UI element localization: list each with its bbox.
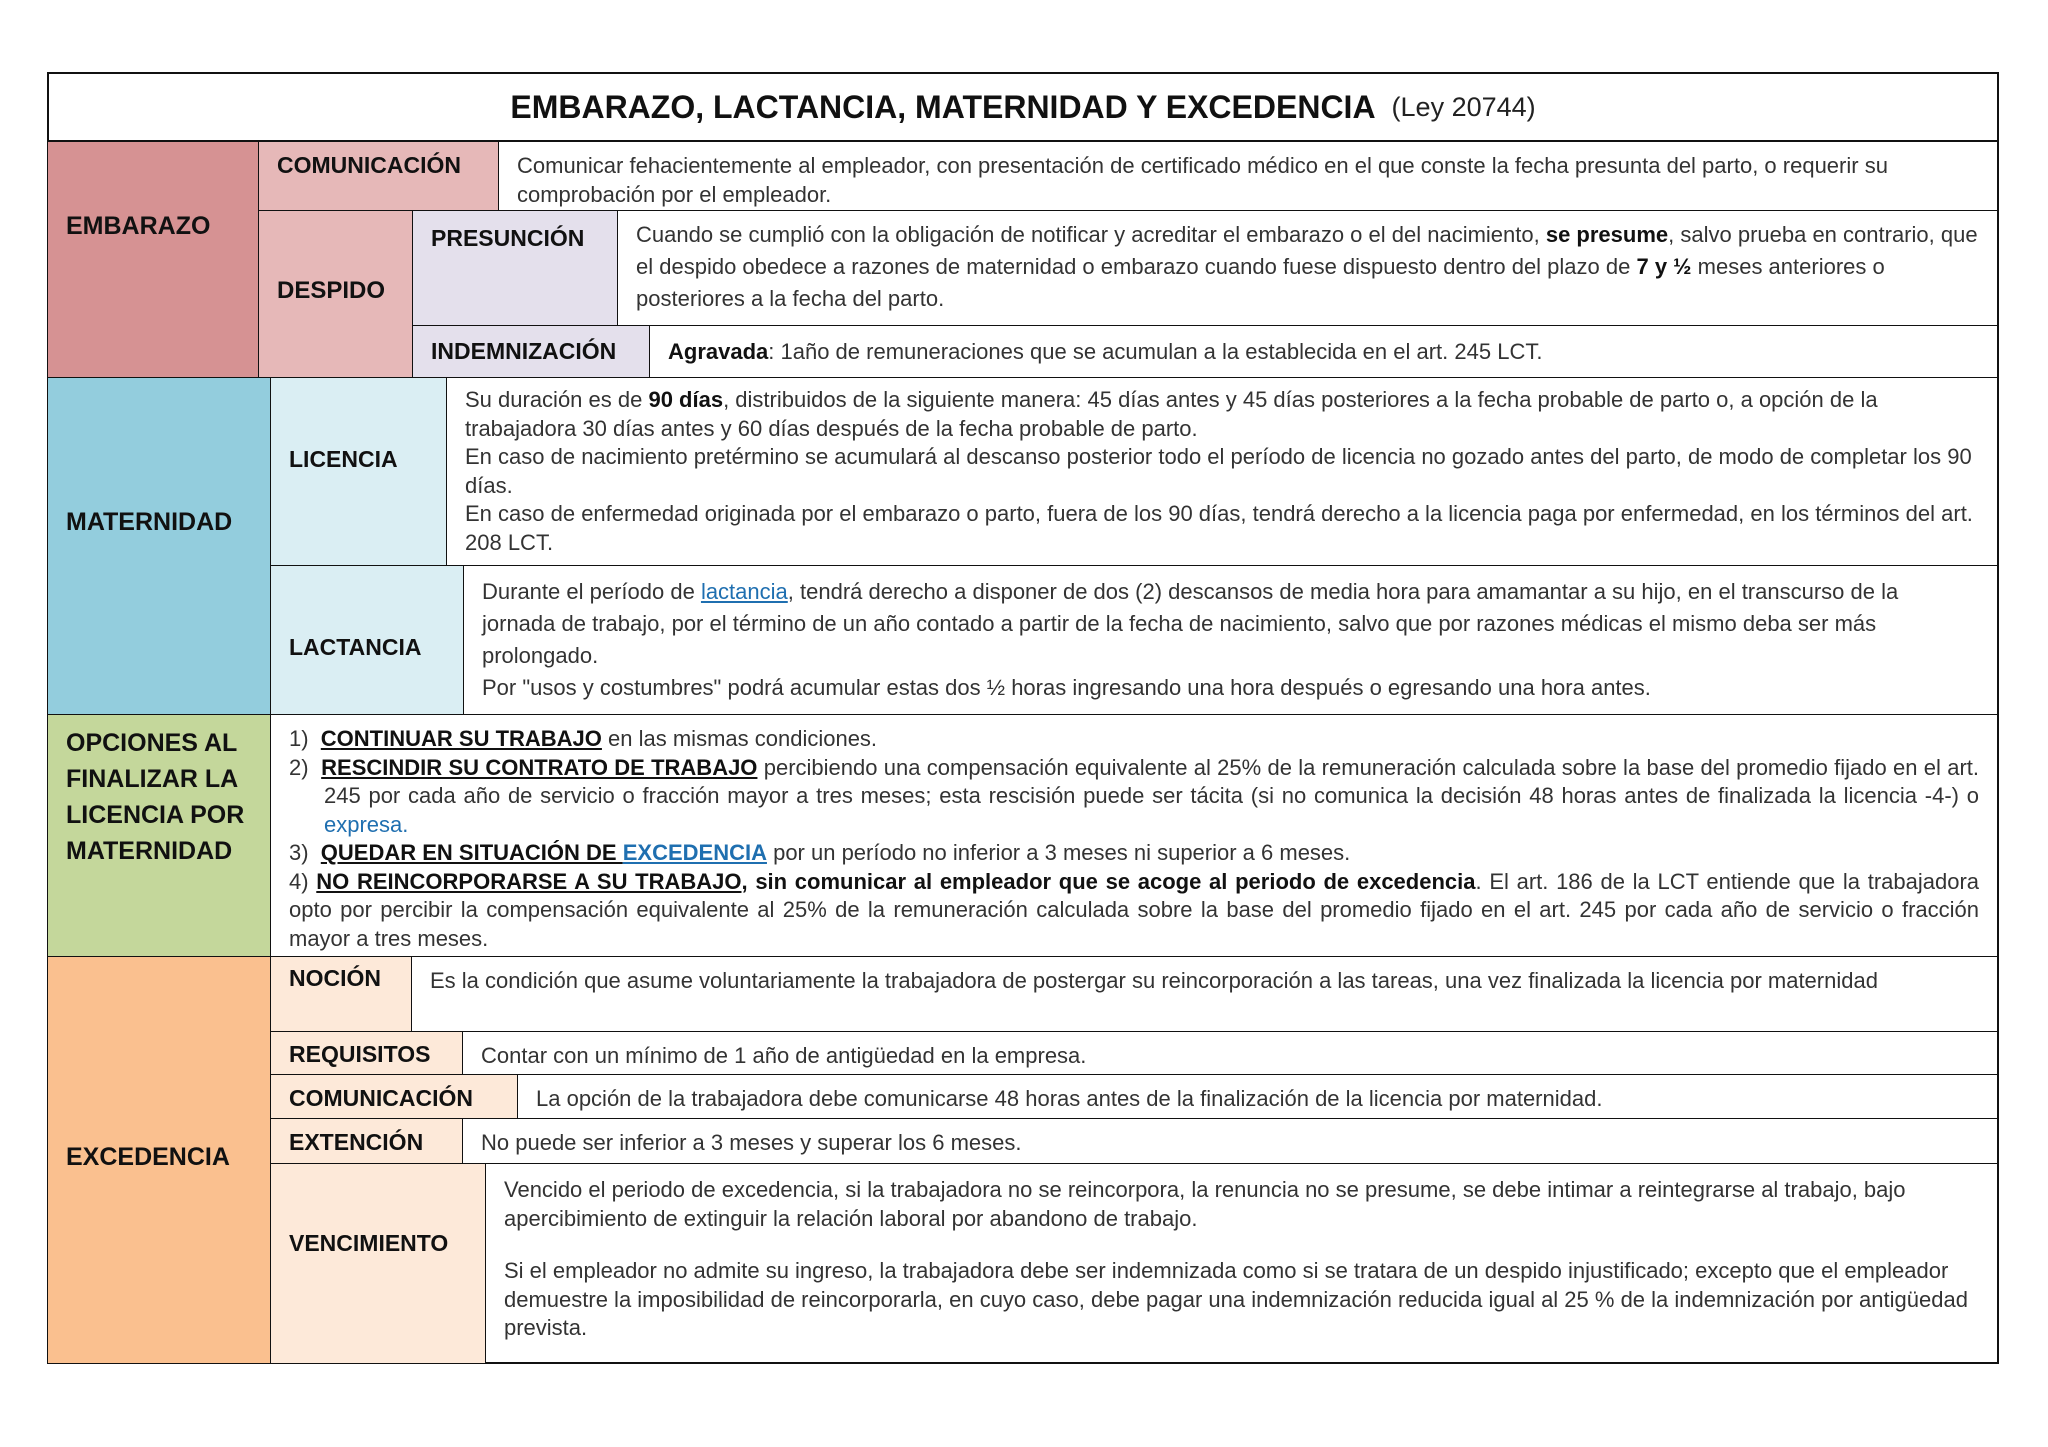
licencia-p1 [465,386,1980,443]
embarazo-comunicacion-text-cell [498,141,1999,211]
opcion-item-4 [289,868,1979,954]
indemnizacion-text [668,338,1542,367]
vencimiento-label: VENCIMIENTO [289,1230,449,1256]
presuncion-t2: , salvo prueba en contrario, que el despido obedece a razones de maternidad o embarazo cuando fuese dispuesto dentro del plazo de [636,222,1978,279]
opcion-2-end: . [402,811,409,837]
requisitos-text-cell [462,1031,1999,1075]
excedencia-label: EXCEDENCIA [66,1143,230,1171]
opcion-2-text: percibiendo una compensación equivalente al 25% de la remuneración calculada sobre la base del promedio fijado en el art. 245 por cada año de servicio o fracción mayor a tres meses; esta rescisión puede ser tácita (si no comunica la decisión 48 horas antes de finalizada la licencia -4-) o [324,754,1979,808]
nocion-text-cell [411,956,1999,1032]
nocion-label: NOCIÓN [289,965,381,991]
despido-label: DESPIDO [277,277,386,304]
opcion-item-2 [289,754,1979,840]
indemnizacion-text-cell [649,325,1999,378]
title-main: EMBARAZO, LACTANCIA, MATERNIDAD Y EXCEDENCIA [510,88,1376,125]
licencia-p1b: 90 días [648,387,724,412]
presuncion-bold-2: 7 y ½ [1636,254,1692,279]
nocion-text: Es la condición que asume voluntariamente la trabajadora de postergar su reincorporación a las tareas, una vez finalizada la licencia por maternidad [430,968,1878,993]
opcion-1-text: en las mismas condiciones. [601,726,878,751]
section-embarazo [47,141,259,378]
opcion-4-text: . El art. 186 de la LCT entiende que la trabajadora opto por percibir la compensación equivalente al 25% de la remuneración calculada sobre la base del promedio fijado en el art. 245 por cada año de servicio o fracción mayor a tres meses. [289,868,1980,951]
embarazo-label: EMBARAZO [66,212,211,240]
lactancia-link[interactable]: lactancia [700,579,788,604]
licencia-p1a: Su duración es de [465,387,649,412]
despido-label-cell [258,210,413,378]
opcion-3-text: por un período no inferior a 3 meses ni superior a 6 meses. [766,840,1351,865]
exc-comunicacion-text: La opción de la trabajadora debe comunicarse 48 horas antes de la finalización de la licencia por maternidad. [536,1086,1603,1111]
opcion-1-title: CONTINUAR SU TRABAJO [320,726,602,751]
opcion-4-num: 4) [289,868,309,894]
page-title [47,72,1999,142]
licencia-p3: En caso de enfermedad originada por el embarazo o parto, fuera de los 90 días, tendrá derecho a la licencia paga por enfermedad, en los términos del art. 208 LCT. [465,501,1973,555]
opcion-3-num: 3) [289,840,309,865]
opcion-2-num: 2) [289,754,309,780]
opcion-2-title: RESCINDIR SU CONTRATO DE TRABAJO [321,754,758,780]
section-maternidad [47,377,271,715]
exc-comunicacion-text-cell [517,1074,1999,1119]
indemnizacion-label-cell [412,325,650,378]
licencia-label: LICENCIA [289,446,398,472]
opciones-label: OPCIONES AL FINALIZAR LA LICENCIA POR MATERNIDAD [66,729,245,865]
opcion-item-1 [289,725,1979,754]
presuncion-bold-1: se presume [1545,222,1669,247]
licencia-label-cell [270,377,447,566]
lactancia-p1b: , tendrá derecho a disponer de dos (2) descansos de media hora para amamantar a su hijo, en el transcurso de la jornada de trabajo, por el término de un año contado a partir de la fecha de nacimiento, salvo que por razones médicas el mismo deba ser más prolongado. [482,579,1899,668]
opcion-2-expresa: expresa [324,811,403,837]
vencimiento-spacer [504,1233,1979,1257]
lactancia-p1 [482,576,1977,672]
opciones-text-cell [270,714,1999,957]
maternidad-label: MATERNIDAD [66,508,233,536]
presuncion-text [636,219,1981,315]
vencimiento-label-cell [270,1163,486,1364]
vencimiento-text-cell [485,1163,1999,1364]
presuncion-label: PRESUNCIÓN [431,225,585,251]
licencia-p1c: , distribuidos de la siguiente manera: 45 días antes y 45 días posteriores a la fecha probable de parto o, a opción de la trabajadora 30 días antes y 60 días después de la fecha probable de parto. [465,387,1878,441]
extencion-label-cell [270,1118,463,1164]
indemnizacion-label: INDEMNIZACIÓN [431,338,617,364]
presuncion-label-cell [412,210,618,326]
vencimiento-p2: Si el empleador no admite su ingreso, la trabajadora debe ser indemnizada como si se tratara de un despido injustificado; excepto que el empleador demuestre la imposibilidad de reincorporarla, en cuyo caso, debe pagar una indemnización reducida igual al 25 % de la indemnización por antigüedad prevista. [504,1258,1968,1340]
opcion-4-bold: , sin comunicar al empleador que se acoge al periodo de excedencia [741,868,1476,894]
exc-comunicacion-label-cell [270,1074,518,1119]
nocion-label-cell [270,956,412,1032]
licencia-p2: En caso de nacimiento pretérmino se acumulará al descanso posterior todo el período de licencia no gozado antes del parto, de modo de completar los 90 días. [465,444,1972,498]
comunicacion-text: Comunicar fehacientemente al empleador, con presentación de certificado médico en el que conste la fecha presunta del parto, o requerir su comprobación por el empleador. [517,153,1888,207]
title-law: (Ley 20744) [1391,91,1536,122]
opcion-item-3 [289,839,1979,868]
lactancia-p1a: Durante el período de [482,579,701,604]
lactancia-text-cell [463,565,1999,715]
presuncion-text-cell [617,210,1999,326]
exc-comunicacion-label: COMUNICACIÓN [289,1085,473,1111]
extencion-label: EXTENCIÓN [289,1129,424,1155]
lactancia-label: LACTANCIA [289,634,422,660]
lactancia-p2: Por "usos y costumbres" podrá acumular estas dos ½ horas ingresando una hora después o egresando una hora antes. [482,675,1651,700]
presuncion-t1: Cuando se cumplió con la obligación de notificar y acreditar el embarazo o el del nacimiento, [636,222,1546,247]
indemnizacion-bold: Agravada [668,339,769,364]
vencimiento-text [504,1176,1979,1343]
requisitos-label: REQUISITOS [289,1041,431,1067]
extencion-text: No puede ser inferior a 3 meses y superar los 6 meses. [481,1130,1022,1155]
opcion-3-title: QUEDAR EN SITUACIÓN DE [320,840,623,865]
vencimiento-p1: Vencido el periodo de excedencia, si la trabajadora no se reincorpora, la renuncia no se presume, se debe intimar a reintegrarse al trabajo, bajo apercibimiento de extinguir la relación laboral por abandono de trabajo. [504,1177,1906,1231]
indemnizacion-rest: : 1año de remuneraciones que se acumulan a la establecida en el art. 245 LCT. [768,339,1543,364]
requisitos-text: Contar con un mínimo de 1 año de antigüedad en la empresa. [481,1043,1087,1068]
lactancia-label-cell [270,565,464,715]
opcion-3-link[interactable]: EXCEDENCIA [622,840,767,865]
requisitos-label-cell [270,1031,463,1075]
comunicacion-label: COMUNICACIÓN [277,152,461,178]
section-opciones [47,714,271,957]
licencia-text-cell [446,377,1999,566]
presuncion-t3: meses anteriores o posteriores a la fecha del parto. [636,254,1885,311]
extencion-text-cell [462,1118,1999,1164]
opcion-1-num: 1) [289,726,309,751]
embarazo-comunicacion-label-cell [258,141,499,211]
licencia-text [465,386,1980,557]
opciones-list [289,725,1979,953]
section-excedencia [47,956,271,1364]
lactancia-text [482,576,1977,704]
opcion-4-title: NO REINCORPORARSE A SU TRABAJO [316,868,742,894]
